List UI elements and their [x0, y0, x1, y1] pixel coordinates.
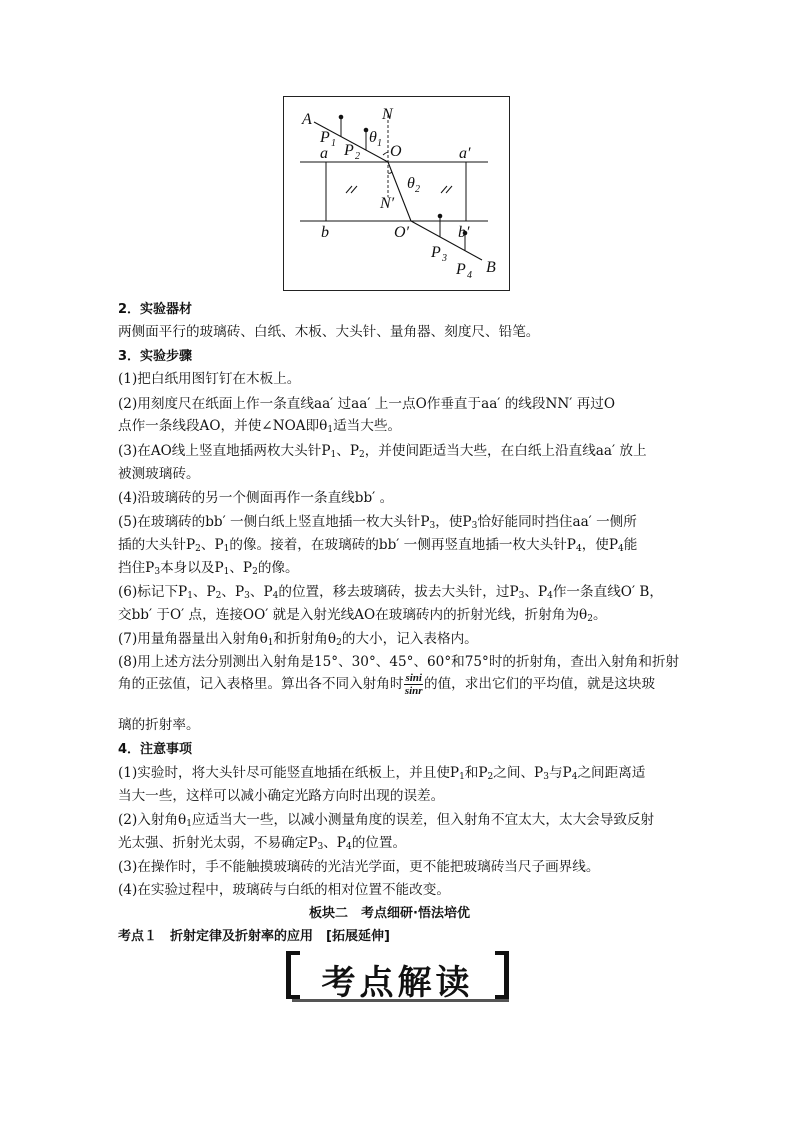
- angle-arc-theta2: [388, 172, 392, 173]
- step-8-line3: 璃的折射率。: [118, 717, 200, 733]
- section2-heading: 2．实验器材: [118, 302, 193, 317]
- note-1-line2: 当大一些，这样可以减小确定光路方向时出现的误差。: [118, 788, 445, 804]
- label-theta1-sub: 1: [377, 138, 382, 149]
- pin-p2: [364, 128, 369, 150]
- label-O-prime: O′: [394, 224, 410, 241]
- step-1: (1)把白纸用图钉钉在木板上。: [118, 371, 301, 387]
- label-P1: P: [320, 129, 330, 146]
- label-a-prime: a′: [459, 145, 471, 162]
- block2-title: 板块二 考点细研·悟法培优: [309, 906, 470, 921]
- label-N-prime: N′: [380, 195, 395, 212]
- label-theta2: θ: [407, 175, 415, 192]
- note-2-line2: 光太强、折射光太弱，不易确定$P_3$、$P_4$的位置。: [118, 835, 407, 852]
- label-P2: P: [344, 142, 354, 159]
- note-1-line1: (1)实验时，将大头针尽可能竖直地插在纸板上，并且使$P_1$和$P_2$之间、$P_3$与$P_4$之间距离适: [118, 765, 646, 782]
- label-N: N: [382, 106, 393, 123]
- glass-hatch-right: [441, 186, 452, 193]
- label-P4: P: [456, 261, 466, 278]
- pin-p1: [339, 115, 344, 137]
- diagram-svg: [284, 97, 511, 292]
- step-4: (4)沿玻璃砖的另一个侧面再作一条直线bb′ 。: [118, 490, 394, 506]
- sin-ratio-fraction: $\frac{\sin i}{\sin r}$: [404, 672, 423, 697]
- step-6-line2: 交bb′ 于O′ 点，连接OO′ 就是入射光线AO在玻璃砖内的折射光线，折射角为$\theta_2$。: [118, 607, 607, 624]
- note-4: (4)在实验过程中，玻璃砖与白纸的相对位置不能改变。: [118, 882, 450, 898]
- step-5-line2: 插的大头针$P_2$、$P_1$的像。接着，在玻璃砖的bb′ 一侧再竖直地插一枚大头针$P_4$，使$P_4$能: [118, 537, 638, 554]
- angle-arc-theta1: [383, 152, 388, 155]
- section2-text: 两侧面平行的玻璃砖、白纸、木板、大头针、量角器、刻度尺、铅笔。: [118, 324, 540, 340]
- label-b: b: [321, 224, 329, 241]
- label-P3-sub: 3: [442, 253, 447, 264]
- section4-heading: 4．注意事项: [118, 742, 193, 757]
- label-P1-sub: 1: [331, 138, 336, 149]
- note-2-line1: (2)入射角$\theta_1$应适当大一些，以减小测量角度的误差，但入射角不宜太大，太大会导致反射: [118, 812, 655, 829]
- pin-p3: [438, 214, 443, 237]
- label-B: B: [486, 259, 496, 276]
- step-7: (7)用量角器量出入射角$\theta_1$和折射角$\theta_2$的大小，记入表格内。: [118, 631, 478, 648]
- refraction-diagram: [283, 96, 510, 291]
- label-O: O: [390, 143, 402, 160]
- label-b-prime: b′: [458, 224, 470, 241]
- kaodian-heading: 考点１ 折射定律及折射率的应用 [拓展延伸]: [118, 929, 390, 944]
- step-2-line2: 点作一条线段AO，并使∠NOA即$\theta_1$适当大些。: [118, 418, 402, 435]
- label-A: A: [302, 111, 312, 128]
- label-theta1: θ: [369, 129, 377, 146]
- label-P2-sub: 2: [355, 151, 360, 162]
- label-P3: P: [431, 244, 441, 261]
- step-8-line1: (8)用上述方法分别测出入射角是15°、30°、45°、60°和75°时的折射角，查出入射角和折射: [118, 654, 680, 670]
- step-3-line2: 被测玻璃砖。: [118, 466, 200, 482]
- glass-hatch-left: [346, 186, 357, 193]
- label-theta2-sub: 2: [415, 184, 420, 195]
- note-3: (3)在操作时，手不能触摸玻璃砖的光洁光学面，更不能把玻璃砖当尺子画界线。: [118, 859, 600, 875]
- banner-title: 考点解读: [321, 963, 474, 1003]
- step-2-line1: (2)用刻度尺在纸面上作一条直线aa′ 过aa′ 上一点O作垂直于aa′ 的线段NN′ 再过O: [118, 396, 616, 412]
- step-6-line1: (6)标记下$P_1$、$P_2$、$P_3$、$P_4$的位置，移去玻璃砖，拔去大头针，过$P_3$、$P_4$作一条直线O′ B，: [118, 584, 663, 601]
- step-5-line3: 挡住$P_3$本身以及$P_1$、$P_2$的像。: [118, 560, 299, 577]
- step-3-line1: (3)在AO线上竖直地插两枚大头针$P_1$、$P_2$，并使间距适当大些，在白纸上沿直线aa′ 放上: [118, 443, 647, 460]
- label-a: a: [320, 145, 328, 162]
- section3-heading: 3．实验步骤: [118, 349, 193, 364]
- step-5-line1: (5)在玻璃砖的bb′ 一侧白纸上竖直地插一枚大头针$P_3$，使$P_3$恰好能同时挡住aa′ 一侧所: [118, 514, 637, 531]
- step-8-line2: 角的正弦值，记入表格里。算出各不同入射角时 $\frac{\sin i}{\sin r}$ 的值，求出它们的平均值，就是这块玻: [118, 672, 656, 697]
- label-P4-sub: 4: [467, 270, 472, 281]
- kaodian-jiedu-banner: [286, 951, 509, 1003]
